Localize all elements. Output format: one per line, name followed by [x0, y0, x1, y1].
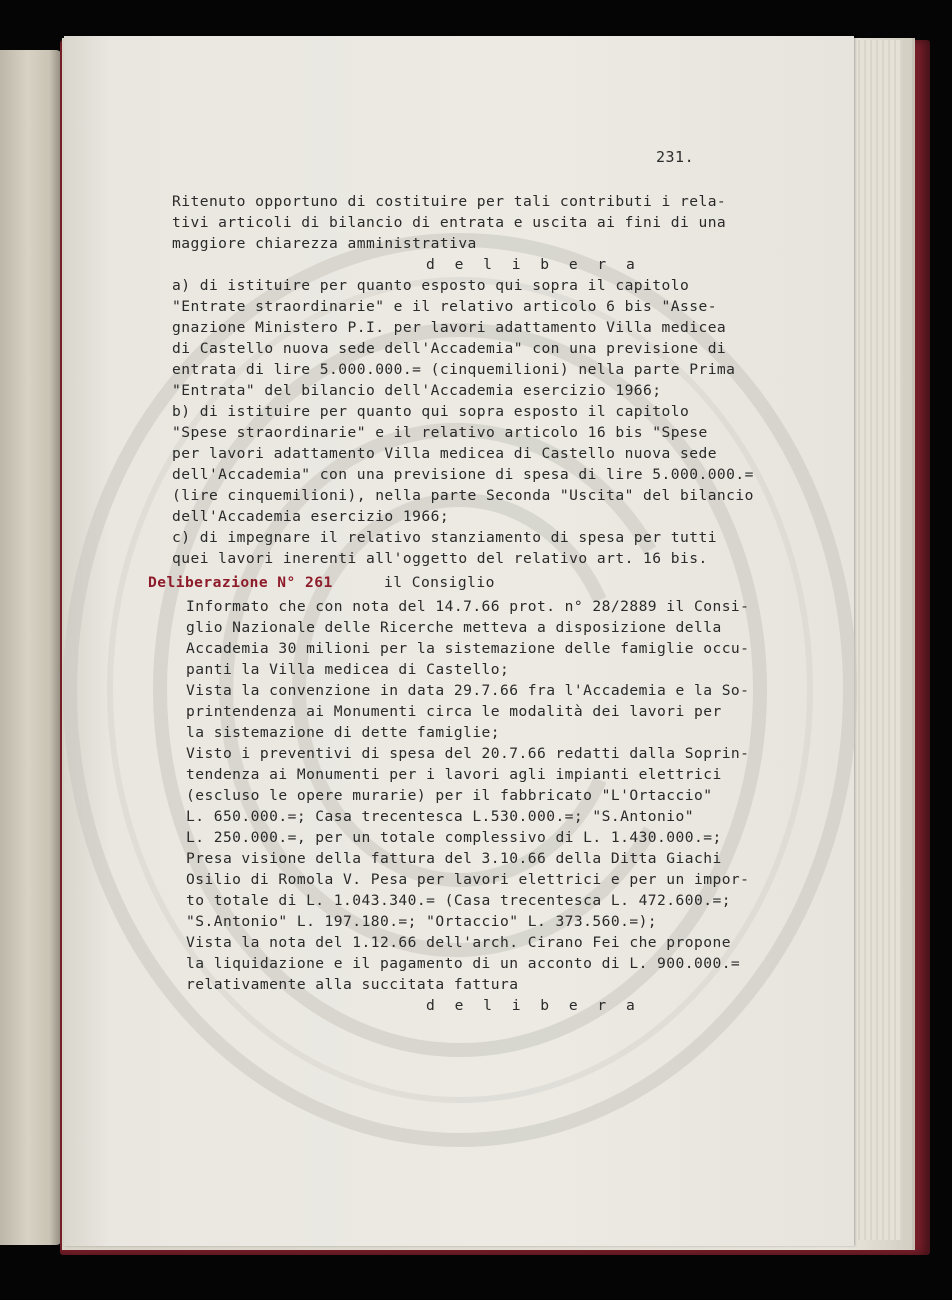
text-line: Accademia 30 milioni per la sistemazione delle famiglie occu- [186, 640, 750, 657]
text-line: printendenza ai Monumenti circa le modalità dei lavori per [186, 703, 722, 720]
text-line: panti la Villa medicea di Castello; [186, 661, 510, 678]
page-number: 231. [656, 148, 695, 166]
text-line: Ritenuto opportuno di costituire per tali contributi i rela- [172, 193, 727, 210]
text-line: "S.Antonio" L. 197.180.=; "Ortaccio" L. 373.560.=); [186, 913, 658, 930]
text-line: a) di istituire per quanto esposto qui sopra il capitolo [172, 277, 690, 294]
text-line: Informato che con nota del 14.7.66 prot. n° 28/2889 il Consi- [186, 598, 750, 615]
text-line: L. 250.000.=, per un totale complessivo di L. 1.430.000.=; [186, 829, 722, 846]
text-line: Visto i preventivi di spesa del 20.7.66 redatti dalla Soprin- [186, 745, 750, 762]
facing-left-page [0, 50, 62, 1245]
text-line: b) di istituire per quanto qui sopra esposto il capitolo [172, 403, 690, 420]
text-line: per lavori adattamento Villa medicea di Castello nuova sede [172, 445, 717, 462]
text-line: (lire cinquemilioni), nella parte Seconda "Uscita" del bilancio [172, 487, 754, 504]
text-line: Vista la convenzione in data 29.7.66 fra l'Accademia e la So- [186, 682, 750, 699]
text-line: di Castello nuova sede dell'Accademia" con una previsione di [172, 340, 727, 357]
text-line: L. 650.000.=; Casa trecentesca L.530.000.=; "S.Antonio" [186, 808, 694, 825]
text-line: c) di impegnare il relativo stanziamento di spesa per tutti [172, 529, 717, 546]
text-line: entrata di lire 5.000.000.= (cinquemilioni) nella parte Prima [172, 361, 736, 378]
text-line: maggiore chiarezza amministrativa [172, 235, 477, 252]
deliberation-heading: Deliberazione N° 261 [148, 574, 333, 591]
delibera-heading: d e l i b e r a [426, 997, 641, 1014]
text-line: la sistemazione di dette famiglie; [186, 724, 501, 741]
text-line: la liquidazione e il pagamento di un acconto di L. 900.000.= [186, 955, 741, 972]
text-line: dell'Accademia" con una previsione di spesa di lire 5.000.000.= [172, 466, 754, 483]
text-line: dell'Accademia esercizio 1966; [172, 508, 450, 525]
text-line: Vista la nota del 1.12.66 dell'arch. Cirano Fei che propone [186, 934, 731, 951]
text-line: Presa visione della fattura del 3.10.66 della Ditta Giachi [186, 850, 722, 867]
text-line: relativamente alla succitata fattura [186, 976, 519, 993]
text-line: Osilio di Romola V. Pesa per lavori elettrici e per un impor- [186, 871, 750, 888]
council-label: il Consiglio [384, 574, 495, 591]
text-line: quei lavori inerenti all'oggetto del relativo art. 16 bis. [172, 550, 708, 567]
text-line: (escluso le opere murarie) per il fabbricato "L'Ortaccio" [186, 787, 713, 804]
text-line: to totale di L. 1.043.340.= (Casa trecentesca L. 472.600.=; [186, 892, 731, 909]
text-line: gnazione Ministero P.I. per lavori adattamento Villa medicea [172, 319, 727, 336]
text-line: "Entrate straordinarie" e il relativo articolo 6 bis "Asse- [172, 298, 717, 315]
text-line: tivi articoli di bilancio di entrata e uscita ai fini di una [172, 214, 727, 231]
text-line: tendenza ai Monumenti per i lavori agli impianti elettrici [186, 766, 722, 783]
text-line: "Spese straordinarie" e il relativo articolo 16 bis "Spese [172, 424, 708, 441]
text-line: "Entrata" del bilancio dell'Accademia esercizio 1966; [172, 382, 662, 399]
delibera-heading: d e l i b e r a [426, 256, 641, 273]
text-line: glio Nazionale delle Ricerche metteva a disposizione della [186, 619, 722, 636]
